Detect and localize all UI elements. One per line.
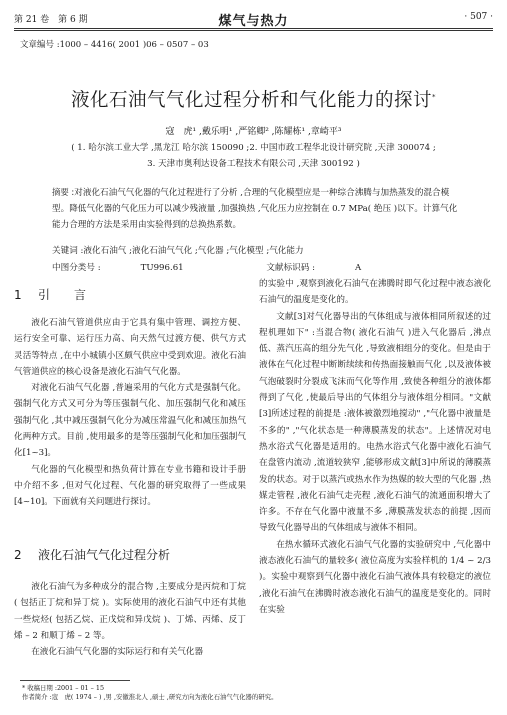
document-code: 文献标识码 : A — [266, 263, 362, 273]
section-number: 2 — [14, 548, 22, 562]
section-number: 1 — [14, 288, 22, 302]
running-header — [14, 9, 493, 29]
paragraph: 在液化石油气气化器的实际运行和有关气化器 — [31, 647, 204, 658]
classification — [52, 261, 441, 273]
section-title: 引 言 — [38, 288, 87, 302]
right-column — [259, 276, 491, 618]
article-number: 文章编号 :1000 – 4416( 2001 )06 – 0507 – 03 — [20, 40, 209, 50]
paragraph: 气化器的气化模型和热负荷计算在专业书籍和设计手册中介绍不多 ,但对气化过程、气化器的研究取得了一些成果[4~10]。下面就有关问题进行探讨。 — [14, 464, 246, 508]
paragraph: 液化石油气管道供应由于它具有集中管理、调控方便、运行安全可靠、运行压力高、向天然气过渡方便、供气方式灵活等特点 ,在中小城镇小区颇气供应中受到欢迎。液化石油气管道供应的核心设备是液化石油气气化器。 — [14, 318, 246, 377]
keywords-text: 液化石油气 ;液化石油气气化 ;气化器 ;气化模型 ;气化能力 — [83, 246, 304, 256]
affiliation-line-1: ( 1. 哈尔滨工业大学 ,黑龙江 哈尔滨 150090 ;2. 中国市政工程华北设计研究院 ,天津 300074 ; — [71, 143, 436, 153]
author-list: 寇 虎¹ ,戴乐明¹ ,严铭卿² ,陈耀栋¹ ,章崎平³ — [165, 127, 342, 137]
clc-number: 中图分类号 : TU996.61 — [52, 263, 184, 273]
footnote-rule — [20, 680, 130, 681]
paragraph: 文献[3]对气化器导出的气体组成与液体相同所叙述的过程机理如下" :当混合物( 液化石油气 )进入气化器后 ,沸点低、蒸汽压高的组分先气化 ,导致液相组分的变化。但是由于液体在气化过程中断断续续和传热面接触而气化 ,以及液体被气泡破裂时分裂成飞沫而气化等作用 ,致使各种组分的液体都得到了气化 ,使最后导出的气体组分与液体组分相同。"文献[3]所述过程的前提是 :液体被激烈地搅动" ,"气化器中液量是不多的" ,"气化状态是一种薄膜蒸发的状态"。上述情况对电热水浴式气化器是适用的。电热水浴式气化器中液化石油气在盘管内流动 ,流道较狭窄 ,能够形成文献[3]中所说的薄膜蒸发的状态。对于以蒸汽或热水作为热媒的较大型的气化器 ,热媒走管程 ,液化石油气走壳程 ,液化石油气的流通面积增大了许多。不存在气化器中液量不多 ,薄膜蒸发状态的前提 ,因而导致气化器导出的气体组成与液体不相同。 — [259, 311, 491, 534]
volume-issue: 第 21 卷 第 6 期 — [14, 15, 88, 25]
paper-title — [0, 86, 507, 112]
abstract-label: 摘要 : — [52, 187, 75, 197]
affiliation-line-2: 3. 天津市奥利达设备工程技术有限公司 ,天津 300192 ) — [147, 159, 360, 169]
header-rule — [14, 28, 493, 29]
footnote-author-bio: 作者简介 :寇 虎( 1974 – ) ,男 ,安徽淮北人 ,硕士 ,研究方向为液化石油气气化器的研究。 — [22, 693, 278, 701]
title-text: 液化石油气气化过程分析和气化能力的探讨 — [70, 90, 432, 111]
footnote-received: * 收稿日期 :2001 – 01 – 15 — [22, 684, 105, 692]
section-title: 液化石油气气化过程分析 — [38, 548, 171, 562]
keywords — [52, 244, 304, 256]
section-heading-analysis — [14, 547, 170, 563]
paragraph: 对液化石油气气化器 ,普遍采用的气化方式是强制气化。强制气化方式又可分为等压强制气化、加压强制气化和减压强制气化 ,其中减压强制气化分为减压常温气化和减压加热气化两种方式。目前 ,使用最多的是等压强制气化和加压强制气化[1~3]。 — [14, 383, 246, 459]
abstract-text: 对液化石油气气化器的气化过程进行了分析 ,合理的气化模型应是一种综合沸腾与加热蒸发的混合模型。降低气化器的气化压力可以减少残液量 ,加强换热 ,气化压力应控制在 0.7 MPa( 绝压 )以下。计算气化能力合理的方法是采用由实验得到的总换热系数。 — [52, 188, 458, 230]
keywords-label: 关键词 : — [52, 246, 84, 256]
section-heading-intro — [14, 287, 86, 303]
page-number: · 507 · — [464, 12, 493, 22]
title-footnote-mark: * — [432, 92, 436, 101]
journal-name: 煤气与热力 — [218, 14, 289, 29]
paragraph: 在热水循环式液化石油气气化器的实验研究中 ,气化器中液态液化石油气的量较多( 液位高度为实验样机的 1/4 ~ 2/3 )。实验中观察到气化器中液化石油气液体具有较稳定的液位 ,液化石油气在沸腾时液态液化石油气的温度是变化的。同时在实验 — [259, 539, 491, 615]
paragraph: 液化石油气为多种成分的混合物 ,主要成分是丙烷和丁烷( 包括正丁烷和异丁烷 )。实际使用的液化石油气中还有其他一些烷烃( 包括乙烷、正戊烷和异戊烷 )、丁烯、丙烯、反丁烯 – 2 和顺丁烯 – 2 等。 — [14, 582, 246, 641]
abstract — [52, 184, 459, 233]
header-rule-thin — [14, 30, 493, 31]
paragraph: 的实验中 ,观察到液化石油气在沸腾时即气化过程中液态液化石油气的温度是变化的。 — [259, 279, 491, 306]
